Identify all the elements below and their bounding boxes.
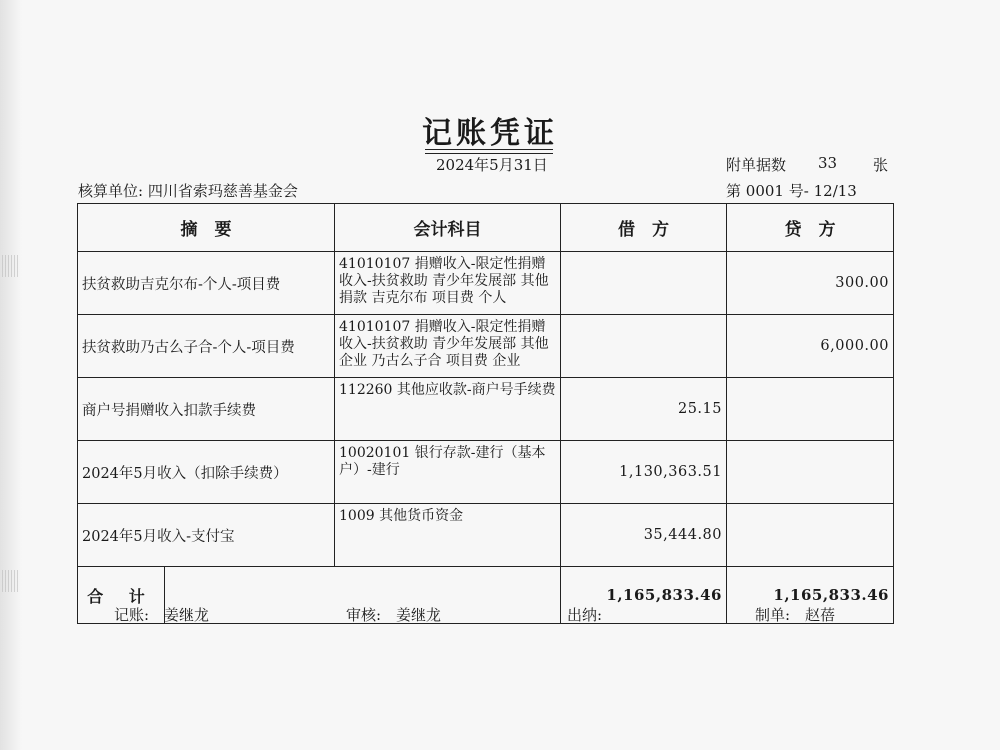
row-credit xyxy=(727,441,894,504)
accounting-unit xyxy=(78,180,298,201)
voucher-suffix: 号- 12/13 xyxy=(788,182,857,200)
voucher-date: 2024年5月31日 xyxy=(436,156,548,174)
unit-name: 四川省索玛慈善基金会 xyxy=(147,182,298,200)
row-debit xyxy=(561,315,727,378)
row-credit: 6,000.00 xyxy=(727,315,894,378)
voucher-table xyxy=(77,203,894,624)
col-debit: 借 方 xyxy=(561,204,727,252)
row-subject: 41010107 捐赠收入-限定性捐赠收入-扶贫救助 青少年发展部 其他企业 乃古么子合 项目费 企业 xyxy=(335,315,561,378)
row-summary: 扶贫救助吉克尔布-个人-项目费 xyxy=(78,252,335,315)
table-header-row xyxy=(78,204,894,252)
footer-auditor: 审核: 姜继龙 xyxy=(346,606,442,624)
table-row xyxy=(78,441,894,504)
attachments-count: 33 xyxy=(818,154,838,172)
row-credit xyxy=(727,378,894,441)
table-row xyxy=(78,252,894,315)
total-credit: 1,165,833.46 xyxy=(727,567,894,624)
row-summary: 商户号捐赠收入扣款手续费 xyxy=(78,378,335,441)
row-summary: 2024年5月收入-支付宝 xyxy=(78,504,335,567)
row-debit: 25.15 xyxy=(561,378,727,441)
row-subject: 1009 其他货币资金 xyxy=(335,504,561,567)
attachments-label: 附单据数 xyxy=(726,156,787,174)
unit-label: 核算单位: xyxy=(78,182,144,200)
attachments-unit: 张 xyxy=(873,156,889,174)
voucher-prefix: 第 xyxy=(726,182,742,200)
voucher-no: 0001 xyxy=(745,182,784,200)
row-summary: 扶贫救助乃古么子合-个人-项目费 xyxy=(78,315,335,378)
row-subject: 41010107 捐赠收入-限定性捐赠收入-扶贫救助 青少年发展部 其他捐款 吉克尔布 项目费 个人 xyxy=(335,252,561,315)
voucher-number xyxy=(726,180,857,201)
scan-speck xyxy=(2,255,18,277)
table-row xyxy=(78,315,894,378)
footer-bookkeeper: 记账: 姜继龙 xyxy=(114,606,210,624)
total-debit: 1,165,833.46 xyxy=(561,567,727,624)
total-label: 合 计 xyxy=(78,567,165,624)
row-debit: 35,444.80 xyxy=(561,504,727,567)
voucher-title: 记账凭证 xyxy=(422,116,558,151)
row-debit: 1,130,363.51 xyxy=(561,441,727,504)
row-credit xyxy=(727,504,894,567)
col-credit: 贷 方 xyxy=(727,204,894,252)
table-row xyxy=(78,378,894,441)
row-subject: 112260 其他应收款-商户号手续费 xyxy=(335,378,561,441)
col-subject: 会计科目 xyxy=(335,204,561,252)
row-summary: 2024年5月收入（扣除手续费） xyxy=(78,441,335,504)
row-subject: 10020101 银行存款-建行（基本户）-建行 xyxy=(335,441,561,504)
title-underline xyxy=(425,149,553,150)
footer-maker: 制单: 赵蓓 xyxy=(755,606,836,624)
row-credit: 300.00 xyxy=(727,252,894,315)
footer-cashier: 出纳: xyxy=(567,606,603,624)
row-debit xyxy=(561,252,727,315)
table-row xyxy=(78,504,894,567)
col-summary: 摘 要 xyxy=(78,204,335,252)
scan-speck xyxy=(2,570,18,592)
